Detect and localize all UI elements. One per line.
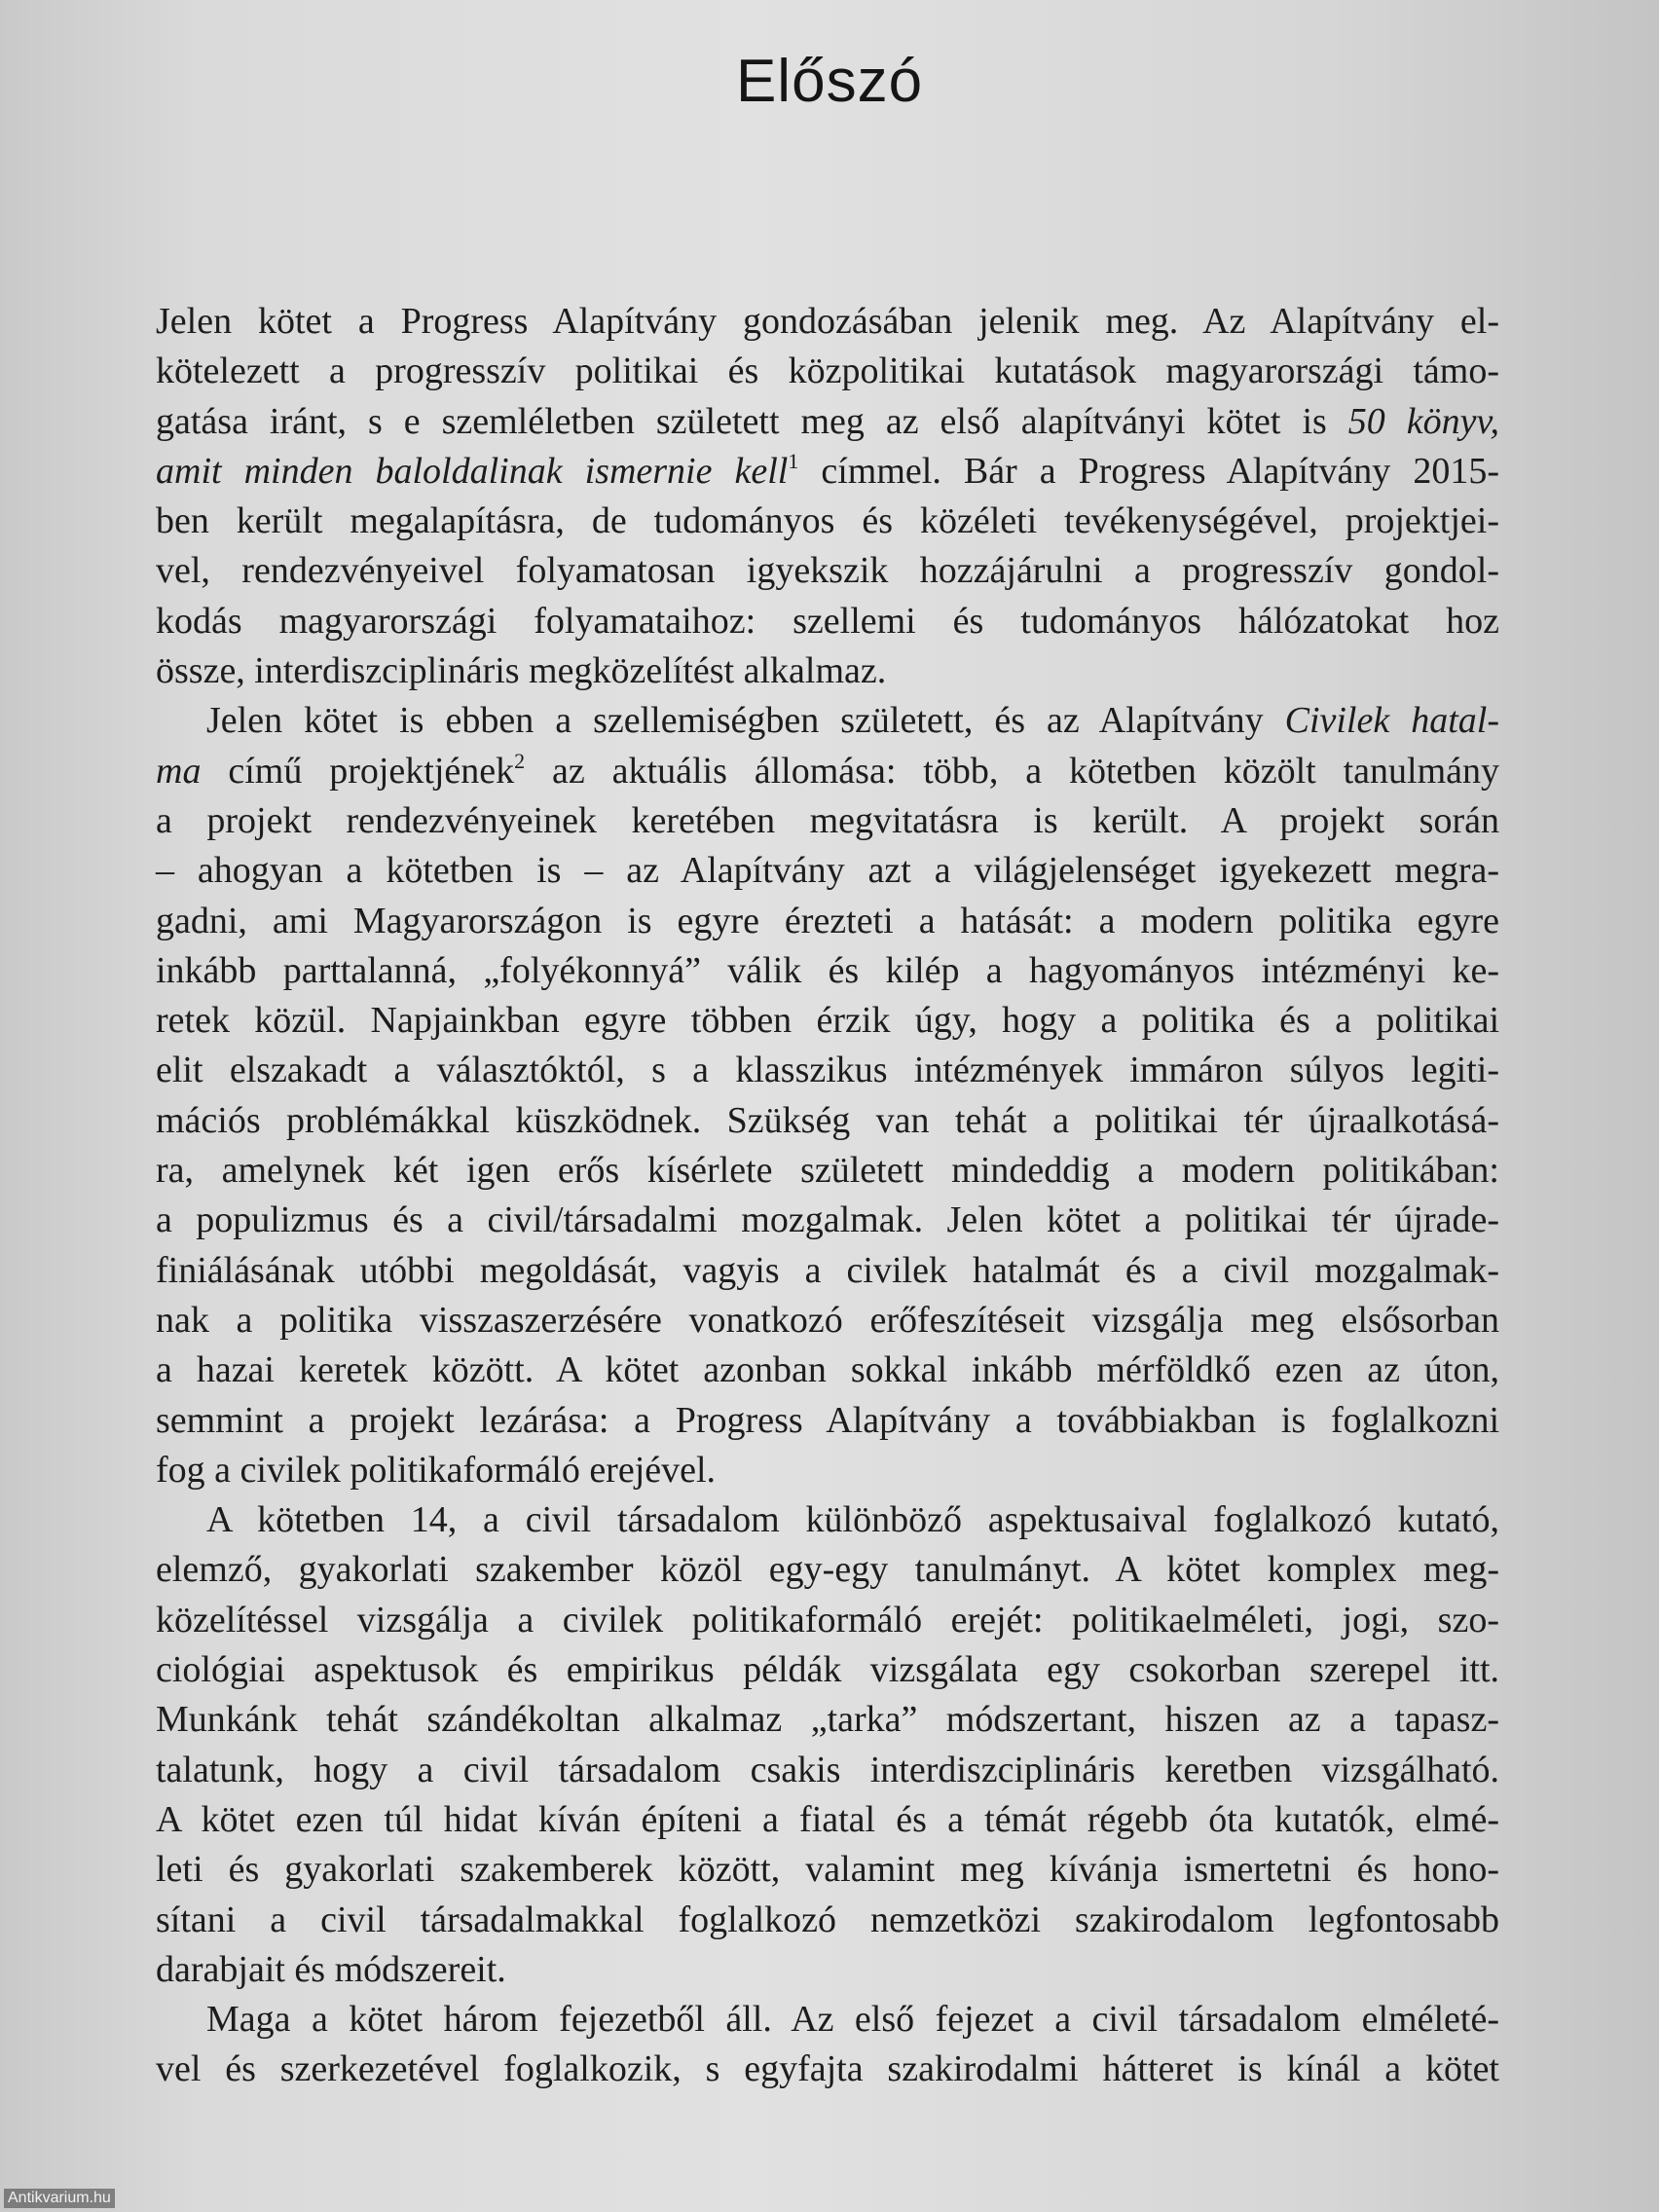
text-line (156, 1096, 1499, 1146)
text-segment: össze, interdiszciplináris megközelítést alkalmaz. (156, 650, 887, 692)
text-segment: retek közül. Napjainkban egyre többen érzik úgy, hogy a politika és a politikai (156, 1000, 1499, 1042)
text-segment: nak a politika visszaszerzésére vonatkozó erőfeszítéseit vizsgálja meg elsősorban (156, 1299, 1499, 1341)
text-segment: inkább parttalanná, „folyékonnyá” válik és kilép a hagyományos intézményi ke- (156, 949, 1499, 991)
text-line (156, 597, 1499, 646)
text-segment: vel és szerkezetével foglalkozik, s egyfajta szakirodalmi hátteret is kínál a kötet (156, 2048, 1499, 2090)
text-segment: kötelezett a progresszív politikai és közpolitikai kutatások magyarországi támo- (156, 350, 1499, 392)
text-line (156, 1346, 1499, 1395)
text-segment: finiálásának utóbbi megoldását, vagyis a civilek hatalmát és a civil mozgalmak- (156, 1249, 1499, 1291)
text-segment: az aktuális állomása: több, a kötetben közölt tanulmány (525, 750, 1499, 792)
text-line (156, 297, 1499, 347)
text-line (156, 1795, 1499, 1845)
text-line (156, 1196, 1499, 1245)
watermark: Antikvarium.hu (4, 2189, 115, 2208)
text-line (156, 1246, 1499, 1296)
text-line (156, 1495, 1499, 1545)
body-text (156, 297, 1499, 2095)
page-title: Előszó (735, 48, 924, 115)
footnote-marker: 1 (788, 448, 799, 473)
text-segment: elit elszakadt a választóktól, s a klasszikus intézmények immáron súlyos legiti- (156, 1050, 1499, 1091)
text-segment: semmint a projekt lezárása: a Progress Alapítvány a továbbiakban is foglalkozni (156, 1399, 1499, 1441)
text-segment: fog a civilek politikaformáló erejével. (156, 1449, 717, 1491)
text-segment: A kötetben 14, a civil társadalom különböző aspektusaival foglalkozó kutató, (206, 1499, 1499, 1541)
text-segment: közelítéssel vizsgálja a civilek politikaformáló erejét: politikaelméleti, jogi, szo- (156, 1599, 1499, 1641)
italic-title: ma (156, 750, 202, 792)
text-segment: vel, rendezvényeivel folyamatosan igyekszik hozzájárulni a progresszív gondol- (156, 550, 1499, 592)
text-segment: sítani a civil társadalmakkal foglalkozó nemzetközi szakirodalom legfontosabb (156, 1899, 1499, 1940)
text-line (156, 1645, 1499, 1695)
text-line (156, 497, 1499, 546)
text-segment: darabjait és módszereit. (156, 1948, 506, 1990)
text-segment: – ahogyan a kötetben is – az Alapítvány azt a világjelenséget igyekezett megra- (156, 850, 1499, 892)
text-segment: Maga a kötet három fejezetből áll. Az első fejezet a civil társadalom elméleté- (206, 1999, 1499, 2041)
italic-title: 50 könyv, (1347, 400, 1499, 442)
text-line (156, 747, 1499, 796)
text-line (156, 2045, 1499, 2094)
text-line (156, 1896, 1499, 1945)
text-segment: talatunk, hogy a civil társadalom csakis interdiszciplináris keretben vizsgálható. (156, 1749, 1499, 1790)
text-line (156, 946, 1499, 996)
italic-title: Civilek hatal- (1284, 700, 1499, 742)
text-line (156, 796, 1499, 846)
text-segment: ciológiai aspektusok és empirikus példák vizsgálata egy csokorban szerepel itt. (156, 1649, 1499, 1691)
text-line (156, 897, 1499, 946)
text-segment: gatása iránt, s e szemléletben született meg az első alapítványi kötet is (156, 400, 1348, 442)
text-line (156, 397, 1499, 447)
text-segment: ra, amelynek két igen erős kísérlete született mindeddig a modern politikában: (156, 1150, 1499, 1192)
text-segment: ben került megalapításra, de tudományos és közéleti tevékenységével, projektjei- (156, 500, 1499, 542)
text-segment: gadni, ami Magyarországon is egyre érezteti a hatását: a modern politika egyre (156, 900, 1499, 941)
text-segment: című projektjének (201, 750, 515, 792)
text-line (156, 1296, 1499, 1346)
text-segment: elemző, gyakorlati szakember közöl egy-egy tanulmányt. A kötet komplex meg- (156, 1549, 1499, 1591)
italic-title: amit minden baloldalinak ismernie kell (156, 450, 789, 492)
text-line (156, 1746, 1499, 1795)
text-segment: a hazai keretek között. A kötet azonban sokkal inkább mérföldkő ezen az úton, (156, 1349, 1499, 1391)
text-segment: a projekt rendezvényeinek keretében megvitatásra is került. A projekt során (156, 799, 1499, 841)
footnote-marker: 2 (514, 748, 526, 773)
text-segment: Jelen kötet a Progress Alapítvány gondozásában jelenik meg. Az Alapítvány el- (156, 301, 1499, 342)
text-line (156, 1545, 1499, 1595)
text-line (156, 1446, 1499, 1495)
text-line (156, 1146, 1499, 1196)
text-segment: Jelen kötet is ebben a szellemiségben született, és az Alapítvány (206, 700, 1285, 742)
text-line (156, 546, 1499, 596)
text-line (156, 447, 1499, 497)
text-segment: kodás magyarországi folyamataihoz: szellemi és tudományos hálózatokat hoz (156, 600, 1499, 642)
text-line (156, 646, 1499, 696)
text-line (156, 1945, 1499, 1995)
text-segment: A kötet ezen túl hidat kíván építeni a fiatal és a témát régebb óta kutatók, elmé- (156, 1798, 1499, 1840)
text-line (156, 347, 1499, 396)
text-line (156, 696, 1499, 746)
text-segment: címmel. Bár a Progress Alapítvány 2015- (798, 450, 1499, 492)
text-line (156, 1046, 1499, 1095)
text-line (156, 846, 1499, 896)
text-line (156, 1695, 1499, 1745)
text-line (156, 1396, 1499, 1446)
text-segment: mációs problémákkal küszködnek. Szükség van tehát a politikai tér újraalkotásá- (156, 1099, 1499, 1141)
text-line (156, 996, 1499, 1046)
text-line (156, 1845, 1499, 1895)
text-line (156, 1596, 1499, 1645)
text-line (156, 1995, 1499, 2045)
text-segment: leti és gyakorlati szakemberek között, valamint meg kívánja ismertetni és hono- (156, 1849, 1499, 1891)
text-segment: a populizmus és a civil/társadalmi mozgalmak. Jelen kötet a politikai tér újrade- (156, 1199, 1499, 1241)
text-segment: Munkánk tehát szándékoltan alkalmaz „tarka” módszertant, hiszen az a tapasz- (156, 1699, 1499, 1741)
